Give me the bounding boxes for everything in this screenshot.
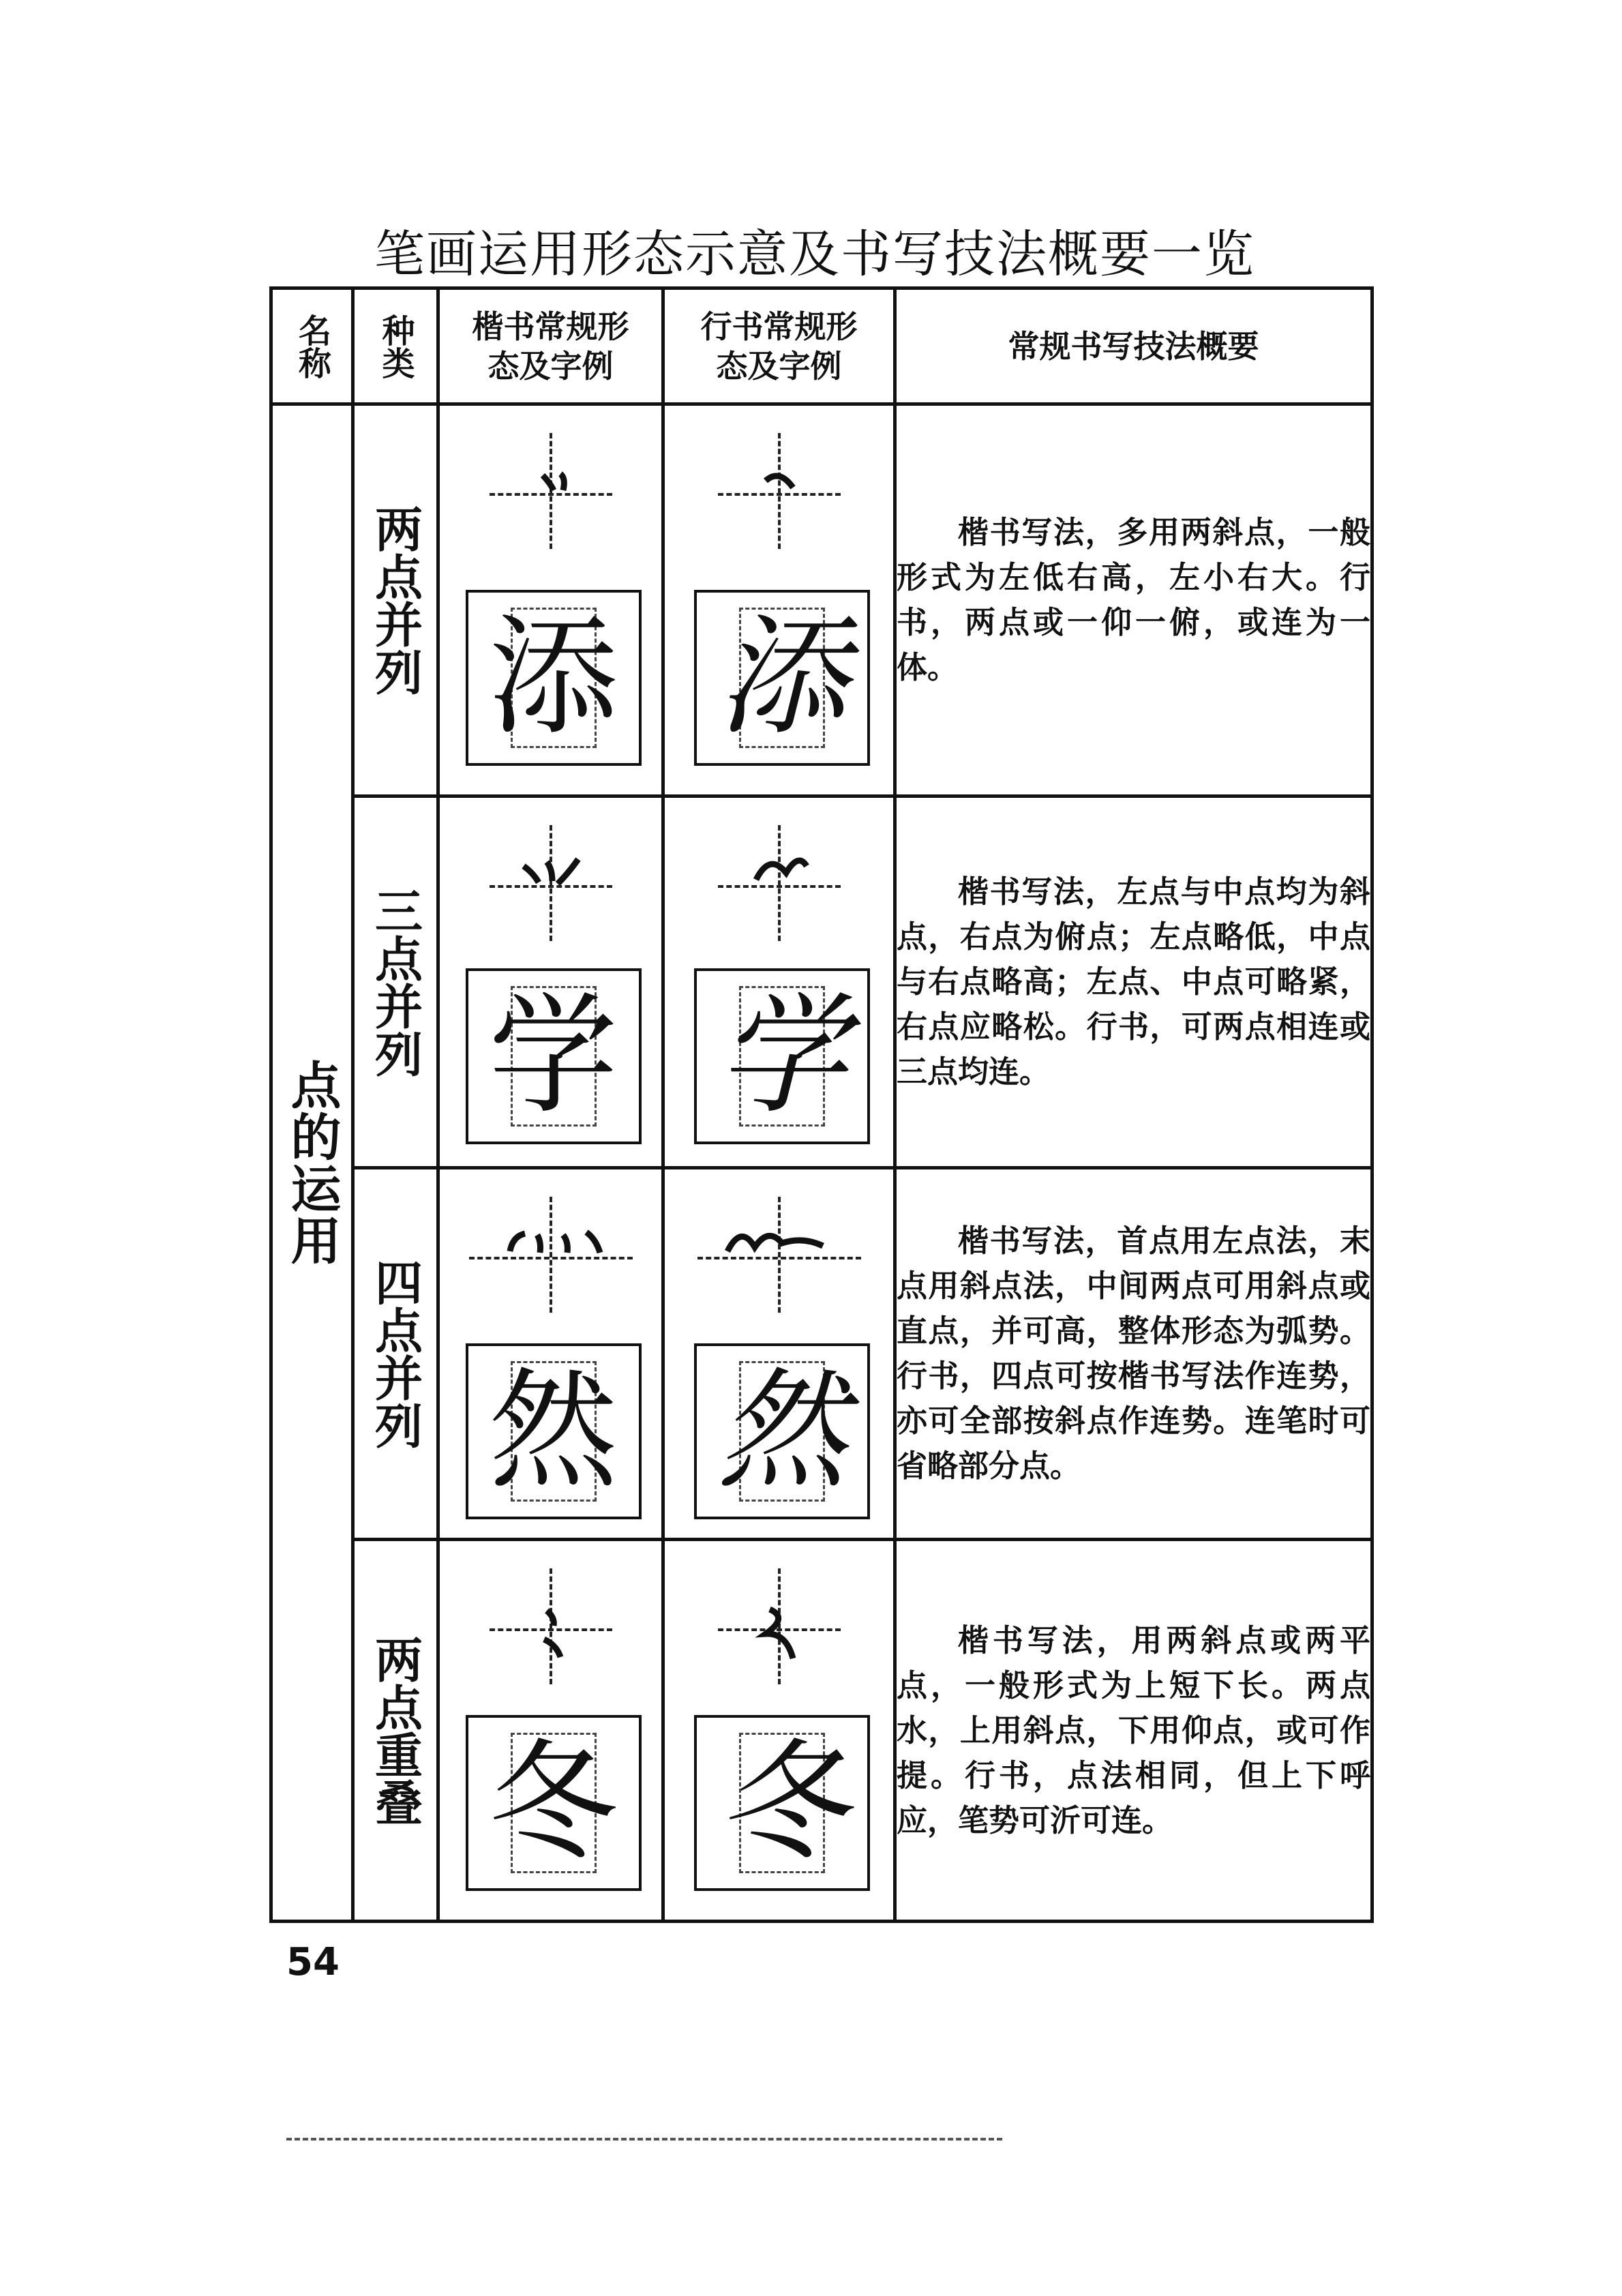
kai-char-box [466, 1715, 642, 1891]
technique-text: 楷书写法，首点用左点法，末点用斜点法，中间两点可用斜点或直点，并可高，整体形态为弧势。行书，四点可按楷书写法作连势，亦可全部按斜点作连势。连笔时可省略部分点。 [895, 1168, 1372, 1540]
table-row [271, 1168, 1372, 1540]
kai-example-cell [438, 796, 663, 1168]
kai-example-cell [438, 1540, 663, 1922]
xing-char: 添 [717, 602, 847, 753]
technique-text: 楷书写法，左点与中点均为斜点，右点为俯点；左点略低，中点与右点略高；左点、中点可略紧，右点应略松。行书，可两点相连或三点均连。 [895, 796, 1372, 1168]
kai-char: 添 [488, 602, 618, 753]
stroke-table [269, 286, 1374, 1923]
kai-char-box [466, 968, 642, 1144]
header-name: 名称 [271, 288, 353, 404]
xing-char: 然 [717, 1356, 847, 1506]
kai-char: 然 [488, 1356, 618, 1506]
page-number: 54 [286, 1940, 340, 1984]
technique-text: 楷书写法，用两斜点或两平点，一般形式为上短下长。两点水，上用斜点，下用仰点，或可作提。行书，点法相同，但上下呼应，笔势可沂可连。 [895, 1540, 1372, 1922]
kind-label: 两点重叠 [367, 1635, 423, 1826]
stroke-diagram [469, 1197, 633, 1313]
stroke-diagram [490, 433, 612, 549]
kai-example-cell [438, 404, 663, 796]
xing-char: 学 [717, 981, 847, 1131]
technique-text: 楷书写法，多用两斜点，一般形式为左低右高，左小右大。行书，两点或一仰一俯，或连为一体。 [895, 404, 1372, 796]
stroke-diagram [718, 825, 841, 941]
kind-label: 三点并列 [367, 886, 423, 1077]
stroke-diagram [697, 1197, 861, 1313]
kai-char-box [466, 1343, 642, 1519]
kind-cell [353, 1540, 438, 1922]
category-cell [271, 404, 353, 1922]
xing-char-box [694, 968, 870, 1144]
xing-char: 冬 [717, 1727, 847, 1878]
kind-label: 四点并列 [367, 1258, 423, 1449]
kai-example-cell [438, 1168, 663, 1540]
table-row [271, 1540, 1372, 1922]
xing-char-box [694, 1715, 870, 1891]
kind-cell [353, 796, 438, 1168]
stroke-diagram [490, 825, 612, 941]
kai-char: 学 [488, 981, 618, 1131]
xing-example-cell [663, 1540, 895, 1922]
page-title: 笔画运用形态示意及书写技法概要一览 [374, 225, 1255, 284]
kind-cell [353, 1168, 438, 1540]
table-row [271, 796, 1372, 1168]
header-tech: 常规书写技法概要 [895, 288, 1372, 404]
header-kai: 楷书常规形态及字例 [438, 288, 663, 404]
scan-artifact-line [286, 2138, 1002, 2141]
kind-label: 两点并列 [367, 505, 423, 696]
xing-example-cell [663, 404, 895, 796]
xing-char-box [694, 590, 870, 766]
category-label: 点的运用 [282, 1059, 342, 1266]
header-row [271, 288, 1372, 404]
xing-example-cell [663, 1168, 895, 1540]
stroke-diagram [490, 1568, 612, 1684]
header-xing: 行书常规形态及字例 [663, 288, 895, 404]
kind-cell [353, 404, 438, 796]
header-kind: 种类 [353, 288, 438, 404]
kai-char: 冬 [488, 1727, 618, 1878]
kai-char-box [466, 590, 642, 766]
stroke-diagram [718, 433, 841, 549]
xing-example-cell [663, 796, 895, 1168]
xing-char-box [694, 1343, 870, 1519]
stroke-diagram [718, 1568, 841, 1684]
table-row [271, 404, 1372, 796]
